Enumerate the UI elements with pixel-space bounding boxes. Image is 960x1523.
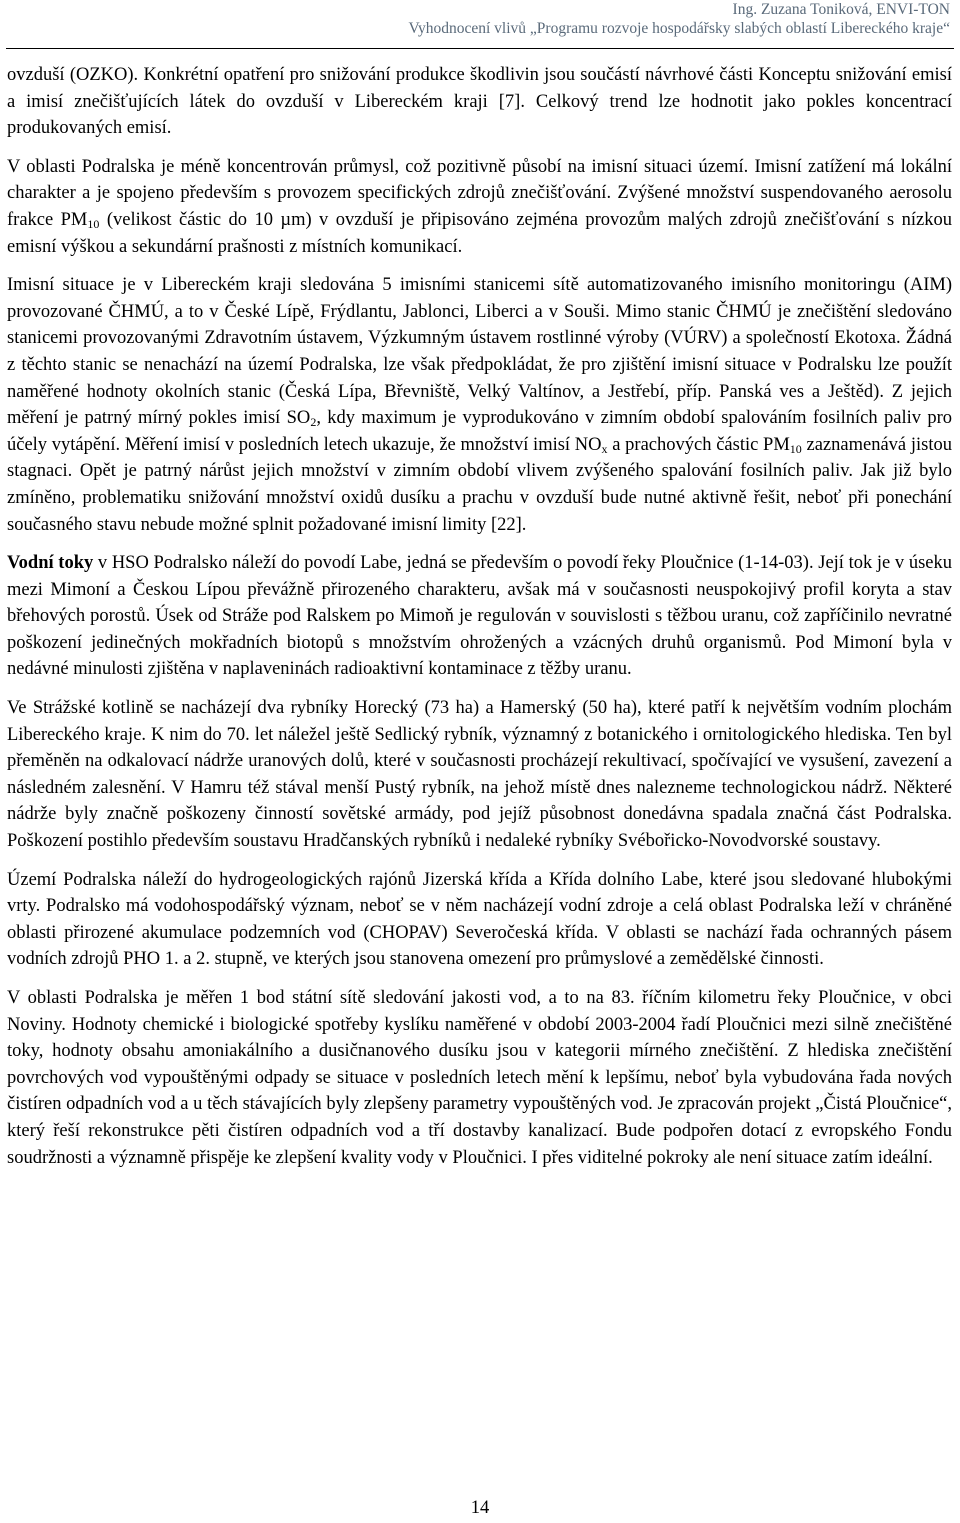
subscript: 10 [789,441,802,456]
paragraph-water-courses [7,550,952,683]
page-header [50,0,950,38]
header-document-title: Vyhodnocení vlivů „Programu rozvoje hospodářsky slabých oblastí Libereckého kraje“ [408,20,950,37]
page-number: 14 [470,1498,490,1518]
paragraph-text: , kdy maximum je vyprodukováno v zimním období spalováním fosilních paliv pro účely vytápění. Měření imisí v posledních letech ukazuje, že množství imisí NO [7,408,953,455]
paragraph-air-quality-concept: ovzduší (OZKO). Konkrétní opatření pro snižování produkce škodlivin jsou součástí návrhové části Konceptu snižování emisí a imisí znečišťujících látek do ovzduší v Libereckém kraji [7]. Celkový trend lze hodnotit jako pokles koncentrací produkovaných emisí. [7,65,952,139]
paragraph-text: V oblasti Podralska je méně koncentrován průmysl, což pozitivně působí na imisní situaci území. Imisní zatížení má lokální charakter a je spojeno především s provozem specifických zdrojů znečišťování. Zvýšené množství suspendovaného aerosolu frakce PM [7,156,952,230]
paragraph-text: (velikost částic do 10 µm) v ovzduší je připisováno zejména provozům malých zdrojů znečišťování s nízkou emisní výškou a sekundární prašnosti z místních komunikací. [7,209,952,257]
paragraph-text: Imisní situace je v Libereckém kraji sledována 5 imisními stanicemi sítě automatizovaného imisního monitoringu (AIM) provozované ČHMÚ, a to v České Lípě, Frýdlantu, Jablonci, Liberci a v Souši. Mimo stanic ČHMÚ je znečištění sledováno stanicemi provozovanými Zdravotním ústavem, Výzkumným ústavem rostlinné výroby (VÚRV) a společností Ekotoxa. Žádná z těchto stanic se nenachází na území Podralska, lze však předpokládat, že pro zjištění imisní situace v Podralsku lze použít naměřené hodnoty okolních stanic (Česká Lípa, Břevniště, Velký Valtínov, a Jestřebí, příp. Panská ves a Ještěd). Z jejich měření je patrný mírný pokles imisí SO [7,275,952,429]
paragraph-text: v HSO Podralsko náleží do povodí Labe, jedná se především o povodí řeky Ploučnice (1-14-03). Její tok je v úseku mezi Mimoní a Českou Lípou převážně přirozeného charakteru, avšak má v současnosti neuspokojivý profil koryta a stav břehových porostů. Úsek od Stráže pod Ralskem po Mimoň je regulován v souvislosti s těžbou uranu, což zapříčinilo nevratné poškození jedinečných mokřadních biotopů s množstvím ohrožených a vzácných druhů organismů. Pod Mimoní byla v nedávné minulosti zjištěna v naplaveninách radioaktivní kontaminace z těžby uranu. [7,553,952,680]
paragraph-podralsko-industry [7,154,952,260]
paragraph-text: a prachových částic PM [607,434,790,455]
bold-term-water-courses: Vodní toky [7,553,94,574]
document-body [7,62,952,1171]
paragraph-text: zaznamenává jistou stagnaci. Opět je patrný nárůst jejich množství v zimním období vlivem zvýšeného spalování fosilních paliv. Jak již bylo zmíněno, problematiku snižování množství oxidů dusíku a prachu v ovzduší bude nutné aktivně řešit, neboť při ponechání současného stavu nebude možné splnit požadované imisní limity [22]. [7,434,952,535]
subscript: x [601,441,608,456]
paragraph-hydrogeology: Území Podralska náleží do hydrogeologických rajónů Jizerská křída a Křída dolního Labe, které jsou sledované hlubokými vrty. Podralsko má vodohospodářský význam, neboť se v něm nacházejí vodní zdroje a celá oblast Podralska leží v chráněné oblasti přirozené akumulace podzemních vod (CHOPAV) Severočeská křída. V oblasti se nachází řada ochranných pásem vodních zdrojů PHO 1. a 2. stupně, ve kterých jsou stanovena omezení pro průmyslové a zemědělské činnosti. [7,869,952,970]
header-author: Ing. Zuzana Toniková, ENVI-TON [732,1,950,18]
paragraph-water-quality: V oblasti Podralska je měřen 1 bod státní sítě sledování jakosti vod, a to na 83. říčním kilometru řeky Ploučnice, v obci Noviny. Hodnoty chemické i biologické spotřeby kyslíku naměřené v období 2003-2004 řadí Ploučnici mezi silně znečištěné toky, hodnoty obsahu amoniakálního a dusičnanového dusíku jsou v kategorii mírného znečištění. Z hlediska znečištění povrchových vod vypouštěnými odpady se situace v posledních letech mění k lepšímu, neboť byla vybudována řada nových čistíren odpadních vod a u těch stávajících byly zlepšeny parametry vypouštěných vod. Je zpracován projekt „Čistá Ploučnice“, který řeší rekonstrukce pěti čistíren odpadních vod a tří dostavby kanalizací. Bude podpořen dotací z evropského Fondu soudržnosti a významně přispěje ke zlepšení kvality vody v Ploučnici. I přes viditelné pokroky ale není situace zatím ideální. [7,988,952,1168]
subscript: 10 [87,216,100,231]
paragraph-ponds: Ve Strážské kotlině se nacházejí dva rybníky Horecký (73 ha) a Hamerský (50 ha), které patří k největším vodním plochám Libereckého kraje. K nim do 70. let náležel ještě Sedlický rybník, významný z botanického i ornitologického hlediska. Ten byl přeměněn na odkalovací nádrže uranových dolů, které v současnosti procházejí rekultivací, spočívající ve vysušení, zavezení a následném zalesnění. V Hamru též stával menší Pustý rybník, na jehož místě dnes nalezneme technologickou nádrž. Některé nádrže byly značně poškozeny činností sovětské armády, pod jejíž působnost donedávna spadala značná část Podralska. Poškození postihlo především soustavu Hradčanských rybníků i nedaleké rybníky Svébořicko-Novodvorské soustavy. [7,698,952,852]
paragraph-monitoring-stations [7,272,952,538]
subscript: 2 [310,415,317,430]
header-divider [6,48,954,49]
